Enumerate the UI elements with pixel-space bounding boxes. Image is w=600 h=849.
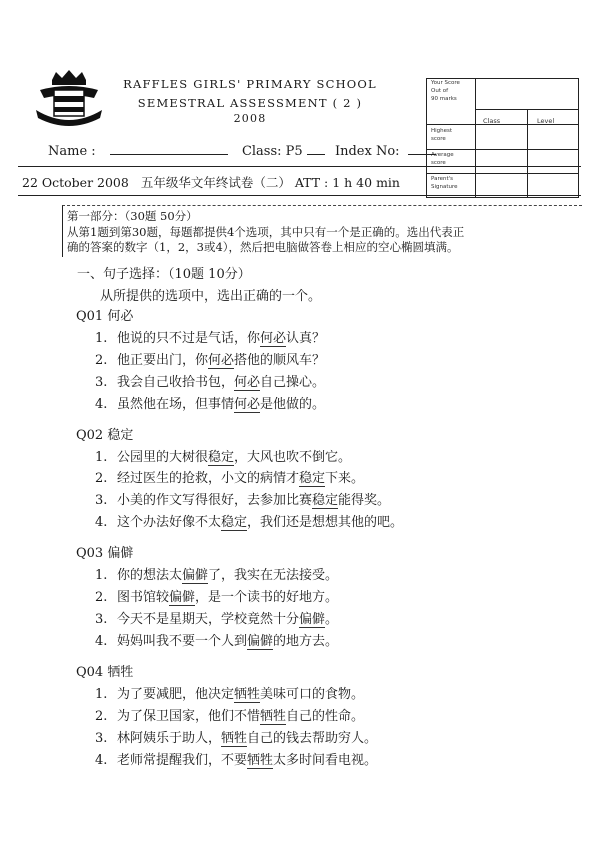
index-field[interactable] [408,142,436,155]
exam-date: 22 October 2008 [22,175,129,190]
highest-score-label: Highest [431,128,453,134]
average-score-label-2: score [431,160,446,166]
exam-title: SEMESTRAL ASSESSMENT ( 2 ) [137,96,363,110]
class-label: Class: P5 [241,144,303,159]
option-item: 1. 他说的只不过是气话，你何必认真？ [95,331,326,346]
index-label: Index No: [334,144,400,159]
option-item: 4. 虽然他在场，但事情何必是他做的。 [95,397,326,412]
out-of-label: Out of [431,88,449,94]
average-score-label: Average [431,152,454,158]
marks-label: 90 marks [431,96,457,102]
option-item: 4. 妈妈叫我不要一个人到偏僻的地方去。 [95,634,339,649]
parent-signature-label-2: Signature [431,184,458,190]
exam-duration: ATT : 1 h 40 min [294,175,400,190]
question-label: Q01 何必 [76,309,134,324]
parent-signature-label: Parent's [431,176,453,182]
highest-score-label-2: score [431,136,446,142]
paper-title: 五年级华文年终试卷（二） [140,175,291,190]
option-item: 2. 他正要出门，你何必搭他的顺风车？ [95,353,326,368]
question-label: Q03 偏僻 [76,546,134,561]
divider [18,195,581,196]
your-score-label: Your Score [431,80,460,86]
instruction-line-2: 确的答案的数字（1，2，3或4），然后把电脑做答卷上相应的空心椭圆填满。 [67,240,459,254]
option-item: 3. 小美的作文写得很好，去参加比赛稳定能得奖。 [95,493,391,508]
option-item: 3. 我会自己收拾书包，何必自己操心。 [95,375,326,390]
name-label: Name : [48,144,96,159]
class-column-label: Class [483,117,501,125]
option-item: 2. 为了保卫国家，他们不惜牺牲自己的性命。 [95,709,365,724]
option-item: 2. 经过医生的抢救，小文的病情才稳定下来。 [95,471,365,486]
instructions-box [62,205,582,257]
student-info-line [48,142,436,159]
question-label: Q02 稳定 [76,428,134,443]
part-heading: 第一部分：（30题 50分） [67,209,198,223]
exam-year: 2008 [233,112,267,125]
option-item: 3. 林阿姨乐于助人，牺牲自己的钱去帮助穷人。 [95,731,378,746]
option-item: 2. 图书馆较偏僻，是一个读书的好地方。 [95,590,339,605]
class-field[interactable] [307,142,325,155]
question-label: Q04 牺牲 [76,665,134,680]
school-name: RAFFLES GIRLS' PRIMARY SCHOOL [123,77,377,91]
section-title: 一、句子选择：（10题 10分） [77,267,251,282]
score-table [426,78,579,198]
exam-info-line [22,173,400,191]
option-item: 4. 这个办法好像不太稳定，我们还是想想其他的吧。 [95,515,404,530]
option-item: 1. 你的想法太偏僻了，我实在无法接受。 [95,568,339,583]
option-item: 1. 公园里的大树很稳定，大风也吹不倒它。 [95,450,352,465]
divider [18,166,581,167]
option-item: 3. 今天不是星期天，学校竟然十分偏僻。 [95,612,339,627]
option-item: 4. 老师常提醒我们，不要牺牲太多时间看电视。 [95,753,378,768]
section-description: 从所提供的选项中，选出正确的一个。 [100,289,322,304]
instruction-line-1: 从第1题到第30题，每题都提供4个选项，其中只有一个是正确的。选出代表正 [67,224,465,239]
option-item: 1. 为了要减肥，他决定牺牲美味可口的食物。 [95,687,365,702]
name-field[interactable] [110,142,228,155]
level-column-label: Level [537,117,555,125]
